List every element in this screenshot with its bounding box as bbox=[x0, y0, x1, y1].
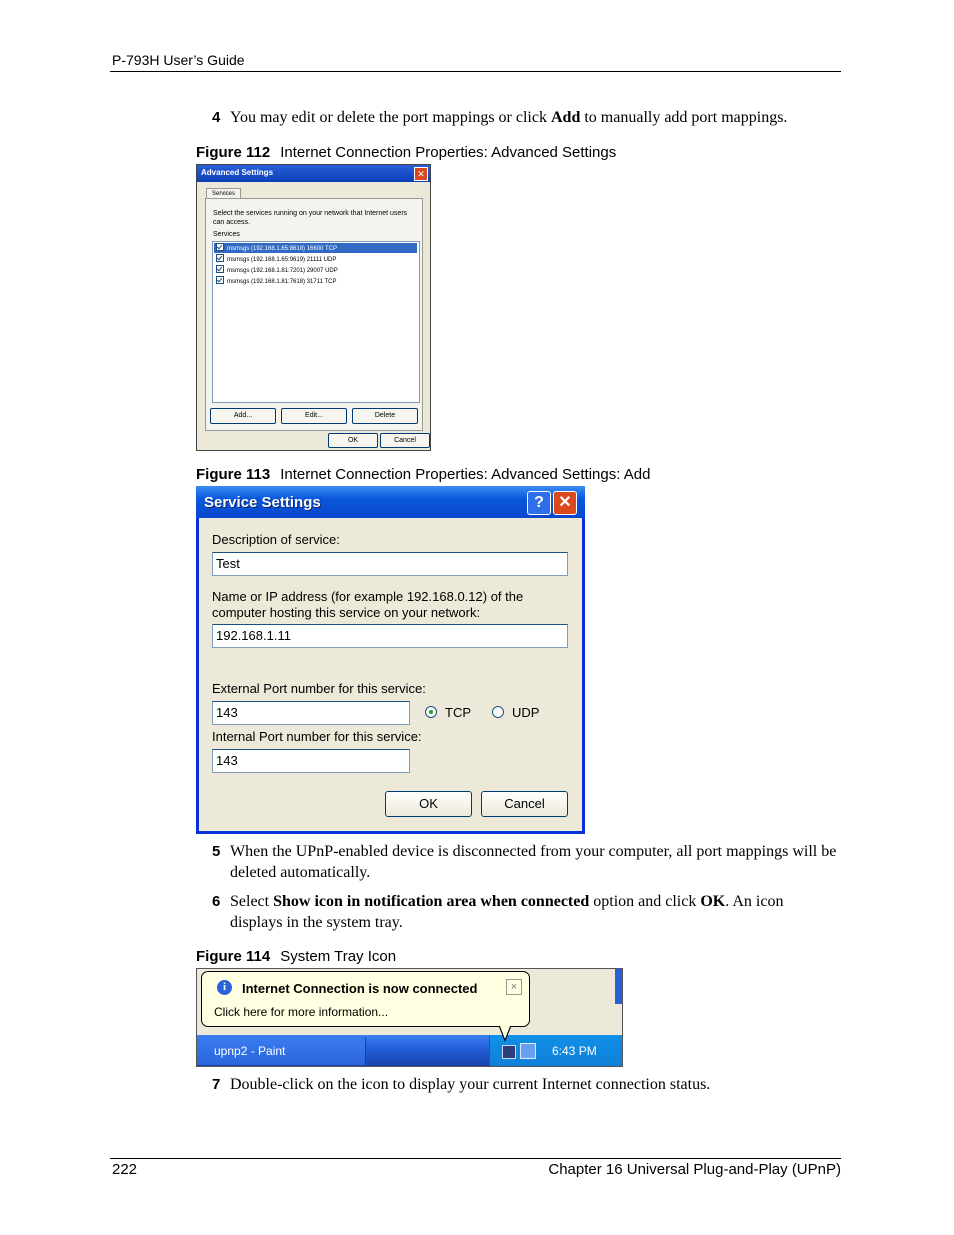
balloon-close-icon[interactable]: × bbox=[506, 979, 522, 995]
host-label-line-1: Name or IP address (for example 192.168.0.12) of the bbox=[212, 589, 524, 604]
step-number: 6 bbox=[212, 893, 221, 910]
checkbox[interactable] bbox=[216, 254, 224, 262]
list-item[interactable] bbox=[214, 276, 417, 286]
udp-label: UDP bbox=[512, 705, 540, 720]
step-number: 7 bbox=[212, 1076, 221, 1093]
clock[interactable]: 6:43 PM bbox=[552, 1044, 597, 1058]
figure-112-caption bbox=[196, 144, 616, 161]
step-7 bbox=[212, 1074, 837, 1095]
tcp-radio[interactable] bbox=[425, 706, 437, 718]
internal-port-label: Internal Port number for this service: bbox=[212, 729, 422, 744]
checkbox[interactable] bbox=[216, 276, 224, 284]
step-text: Double-click on the icon to display your current Internet connection status. bbox=[230, 1076, 711, 1093]
list-item-label: msmsgs (192.168.1.81:7618) 31711 TCP bbox=[227, 279, 337, 285]
page-number: 222 bbox=[112, 1161, 138, 1178]
host-label-line-2: computer hosting this service on your network: bbox=[212, 605, 481, 620]
notification-balloon[interactable] bbox=[201, 971, 530, 1027]
tab-services[interactable]: Services bbox=[206, 188, 241, 199]
figure-caption: System Tray Icon bbox=[280, 948, 397, 965]
list-item-label: msmsgs (192.168.1.81:7201) 29007 UDP bbox=[227, 268, 338, 274]
balloon-tail-fill bbox=[498, 1021, 512, 1039]
help-icon[interactable]: ? bbox=[527, 491, 551, 515]
delete-button[interactable]: Delete bbox=[352, 408, 418, 424]
internal-port-field[interactable]: 143 bbox=[212, 749, 410, 773]
dialog-title: Advanced Settings bbox=[201, 168, 274, 177]
description-label: Description of service: bbox=[212, 532, 340, 547]
service-settings-dialog bbox=[196, 486, 585, 834]
title-bar bbox=[196, 486, 585, 518]
list-item-label: msmsgs (192.168.1.65:9619) 21111 UDP bbox=[227, 257, 337, 263]
dialog-body bbox=[199, 518, 582, 831]
step-text: option and click bbox=[589, 893, 701, 910]
step-text: You may edit or delete the port mappings or click bbox=[230, 109, 551, 126]
cancel-button[interactable]: Cancel bbox=[481, 791, 568, 817]
description-field[interactable]: Test bbox=[212, 552, 568, 576]
step-number: 4 bbox=[212, 109, 221, 126]
network-connection-icon[interactable] bbox=[502, 1045, 516, 1059]
page-header-title: P-793H User’s Guide bbox=[112, 52, 245, 68]
step-bold: Show icon in notification area when connected bbox=[273, 893, 590, 910]
list-item[interactable] bbox=[214, 265, 417, 275]
list-item[interactable] bbox=[214, 254, 417, 264]
checkbox[interactable] bbox=[216, 265, 224, 273]
taskbar-button-paint[interactable] bbox=[197, 1037, 366, 1065]
host-address-field[interactable]: 192.168.1.11 bbox=[212, 624, 568, 648]
udp-radio[interactable] bbox=[492, 706, 504, 718]
taskbar-button-label: upnp2 - Paint bbox=[214, 1044, 286, 1058]
figure-label: Figure 114 bbox=[196, 948, 271, 965]
step-bold: OK bbox=[700, 893, 726, 910]
list-item[interactable] bbox=[214, 243, 417, 253]
dialog-title: Service Settings bbox=[204, 494, 321, 511]
ok-button[interactable]: OK bbox=[328, 433, 378, 448]
services-panel bbox=[205, 198, 423, 431]
add-button[interactable]: Add... bbox=[210, 408, 276, 424]
external-port-label: External Port number for this service: bbox=[212, 681, 426, 696]
figure-113-caption bbox=[196, 466, 650, 483]
step-5 bbox=[212, 841, 837, 883]
step-text: . An icon displays in the system tray. bbox=[230, 893, 784, 931]
figure-label: Figure 113 bbox=[196, 466, 271, 483]
services-label: Services bbox=[213, 231, 240, 238]
chapter-title: Chapter 16 Universal Plug-and-Play (UPnP) bbox=[548, 1161, 841, 1178]
step-6 bbox=[212, 891, 837, 933]
step-text: When the UPnP-enabled device is disconnected from your computer, all port mappings will be deleted automatically. bbox=[230, 843, 837, 881]
advanced-settings-dialog bbox=[196, 164, 431, 451]
step-text: to manually add port mappings. bbox=[580, 109, 788, 126]
system-tray-screenshot bbox=[196, 968, 623, 1067]
tcp-label: TCP bbox=[445, 705, 471, 720]
figure-caption: Internet Connection Properties: Advanced Settings bbox=[280, 144, 617, 161]
services-description: Select the services running on your network that Internet users can access. bbox=[213, 210, 408, 226]
ok-button[interactable]: OK bbox=[385, 791, 472, 817]
step-number: 5 bbox=[212, 843, 221, 860]
step-4 bbox=[212, 107, 837, 128]
close-icon[interactable]: ✕ bbox=[553, 491, 577, 515]
figure-label: Figure 112 bbox=[196, 144, 271, 161]
services-list[interactable] bbox=[212, 241, 420, 403]
balloon-message[interactable]: Click here for more information... bbox=[214, 1005, 389, 1019]
cancel-button[interactable]: Cancel bbox=[380, 433, 430, 448]
list-item-label: msmsgs (192.168.1.65:8618) 16600 TCP bbox=[227, 246, 337, 252]
figure-caption: Internet Connection Properties: Advanced Settings: Add bbox=[280, 466, 651, 483]
footer-rule bbox=[110, 1158, 841, 1159]
window-edge bbox=[615, 969, 623, 1004]
close-icon[interactable]: ✕ bbox=[414, 167, 428, 181]
header-rule bbox=[110, 71, 841, 72]
edit-button[interactable]: Edit... bbox=[281, 408, 347, 424]
external-port-field[interactable]: 143 bbox=[212, 701, 410, 725]
upnp-connection-icon[interactable] bbox=[520, 1043, 536, 1059]
title-bar bbox=[197, 165, 430, 182]
step-bold: Add bbox=[550, 109, 581, 126]
step-text: Select bbox=[230, 893, 274, 910]
figure-114-caption bbox=[196, 948, 396, 965]
info-icon: i bbox=[217, 980, 232, 995]
balloon-title: Internet Connection is now connected bbox=[242, 981, 478, 996]
checkbox[interactable] bbox=[216, 243, 224, 251]
